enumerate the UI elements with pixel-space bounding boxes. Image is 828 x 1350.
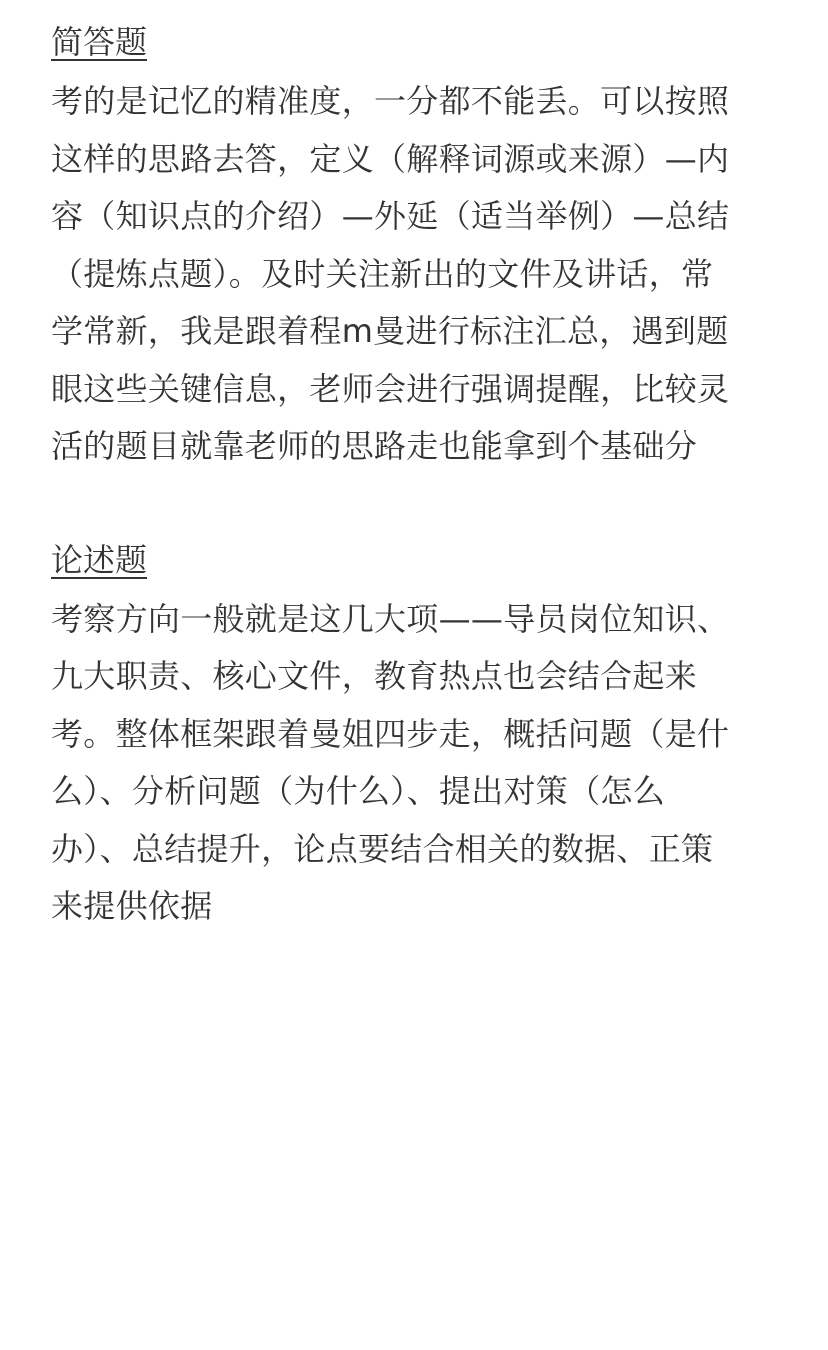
section-body-essay <box>51 591 791 936</box>
text-line: 活的题目就靠老师的思路走也能拿到个基础分 <box>51 427 698 465</box>
text-line: 办）、总结提升，论点要结合相关的数据、正策 <box>51 829 714 868</box>
text-line: 学常新，我是跟着程m曼进行标注汇总，遇到题 <box>51 312 729 350</box>
section-heading-short-answer: 简答题 <box>51 23 148 61</box>
text-line: 么）、分析问题（为什么）、提出对策（怎么 <box>51 772 666 810</box>
text-line: 这样的思路去答，定义（解释词源或来源）—内 <box>51 139 730 178</box>
note-content <box>51 16 791 936</box>
section-essay <box>51 534 791 936</box>
text-line: 眼这些关键信息，老师会进行强调提醒，比较灵 <box>51 369 730 408</box>
text-line: （提炼点题）。及时关注新出的文件及讲话，常 <box>51 254 714 293</box>
text-line: 考察方向一般就是这几大项——导员岗位知识、 <box>51 599 730 638</box>
text-line: 来提供依据 <box>51 887 213 925</box>
text-line: 考的是记忆的精准度，一分都不能丢。可以按照 <box>51 82 730 120</box>
section-heading-essay: 论述题 <box>51 540 148 579</box>
text-line: 容（知识点的介绍）—外延（适当举例）—总结 <box>51 197 730 235</box>
section-body-short-answer <box>51 73 791 476</box>
text-line: 九大职责、核心文件，教育热点也会结合起来 <box>51 657 698 695</box>
section-short-answer <box>51 16 791 476</box>
text-line: 考。整体框架跟着曼姐四步走，概括问题（是什 <box>51 714 730 753</box>
